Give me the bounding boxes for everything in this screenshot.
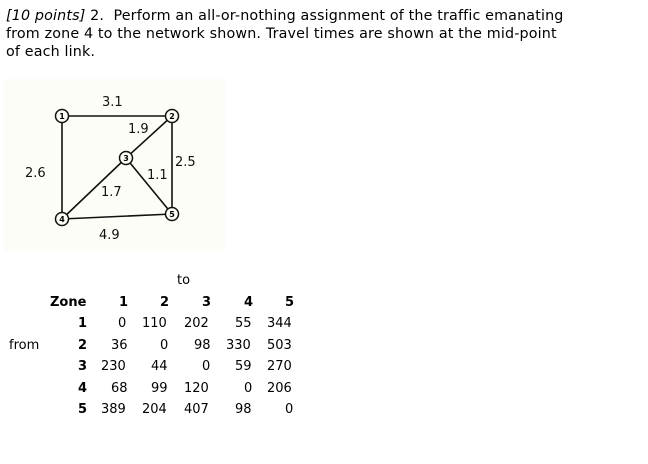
node-1-label: 1: [59, 112, 65, 121]
cell-3-3: 0: [202, 359, 211, 374]
node-5: [166, 208, 179, 221]
problem-text-1: 2. Perform an all-or-nothing assignment of the traffic emanating: [85, 8, 564, 24]
link-2-3-time: 1.9: [128, 122, 149, 137]
cell-3-2: 44: [151, 359, 168, 374]
node-1: [56, 110, 69, 123]
cell-5-1: 389: [101, 402, 126, 417]
cell-1-4: 55: [235, 316, 252, 331]
cell-5-4: 98: [235, 402, 252, 417]
cell-4-3: 120: [184, 381, 209, 396]
col-header-1: 1: [119, 295, 129, 310]
cell-1-2: 110: [142, 316, 167, 331]
link-4-5-time: 4.9: [99, 228, 120, 243]
cell-3-1: 230: [101, 359, 126, 374]
row-zone-5: 5: [78, 402, 88, 417]
problem-line-3: of each link.: [6, 44, 96, 60]
cell-1-5: 344: [267, 316, 292, 331]
cell-4-1: 68: [111, 381, 128, 396]
zone-header: Zone: [50, 295, 87, 310]
cell-4-5: 206: [267, 381, 292, 396]
col-header-3: 3: [202, 295, 212, 310]
cell-5-5: 0: [285, 402, 294, 417]
link-1-4-time: 2.6: [25, 166, 46, 181]
cell-5-2: 204: [142, 402, 167, 417]
problem-statement: [6, 7, 642, 61]
cell-1-3: 202: [184, 316, 209, 331]
col-header-2: 2: [160, 295, 170, 310]
from-label: from: [9, 338, 40, 353]
cell-3-4: 59: [235, 359, 252, 374]
cell-1-1: 0: [118, 316, 127, 331]
row-zone-1: 1: [78, 316, 88, 331]
cell-2-2: 0: [160, 338, 169, 353]
problem-line-2: from zone 4 to the network shown. Travel times are shown at the mid-point: [6, 26, 557, 42]
node-5-label: 5: [169, 210, 175, 219]
node-3: [120, 152, 133, 165]
row-zone-3: 3: [78, 359, 88, 374]
link-3-4-time: 1.7: [101, 185, 122, 200]
col-header-5: 5: [285, 295, 295, 310]
node-4: [56, 213, 69, 226]
cell-2-1: 36: [111, 338, 128, 353]
cell-2-5: 503: [267, 338, 292, 353]
cell-2-4: 330: [226, 338, 251, 353]
row-zone-2: 2: [78, 338, 88, 353]
col-header-4: 4: [244, 295, 254, 310]
link-2-5-time: 2.5: [175, 155, 196, 170]
node-2-label: 2: [169, 112, 175, 121]
network-diagram-svg: [4, 79, 225, 251]
link-1-2-time: 3.1: [102, 95, 123, 110]
problem-line-1: [6, 7, 642, 25]
cell-5-3: 407: [184, 402, 209, 417]
cell-3-5: 270: [267, 359, 292, 374]
cell-2-3: 98: [194, 338, 211, 353]
network-diagram: [4, 79, 225, 251]
link-3-5-time: 1.1: [147, 168, 168, 183]
points-label: [10 points]: [6, 8, 86, 24]
to-label: to: [177, 273, 191, 288]
node-4-label: 4: [59, 215, 65, 224]
row-zone-4: 4: [78, 381, 88, 396]
node-2: [166, 110, 179, 123]
node-3-label: 3: [123, 154, 129, 163]
cell-4-2: 99: [151, 381, 168, 396]
cell-4-4: 0: [244, 381, 253, 396]
